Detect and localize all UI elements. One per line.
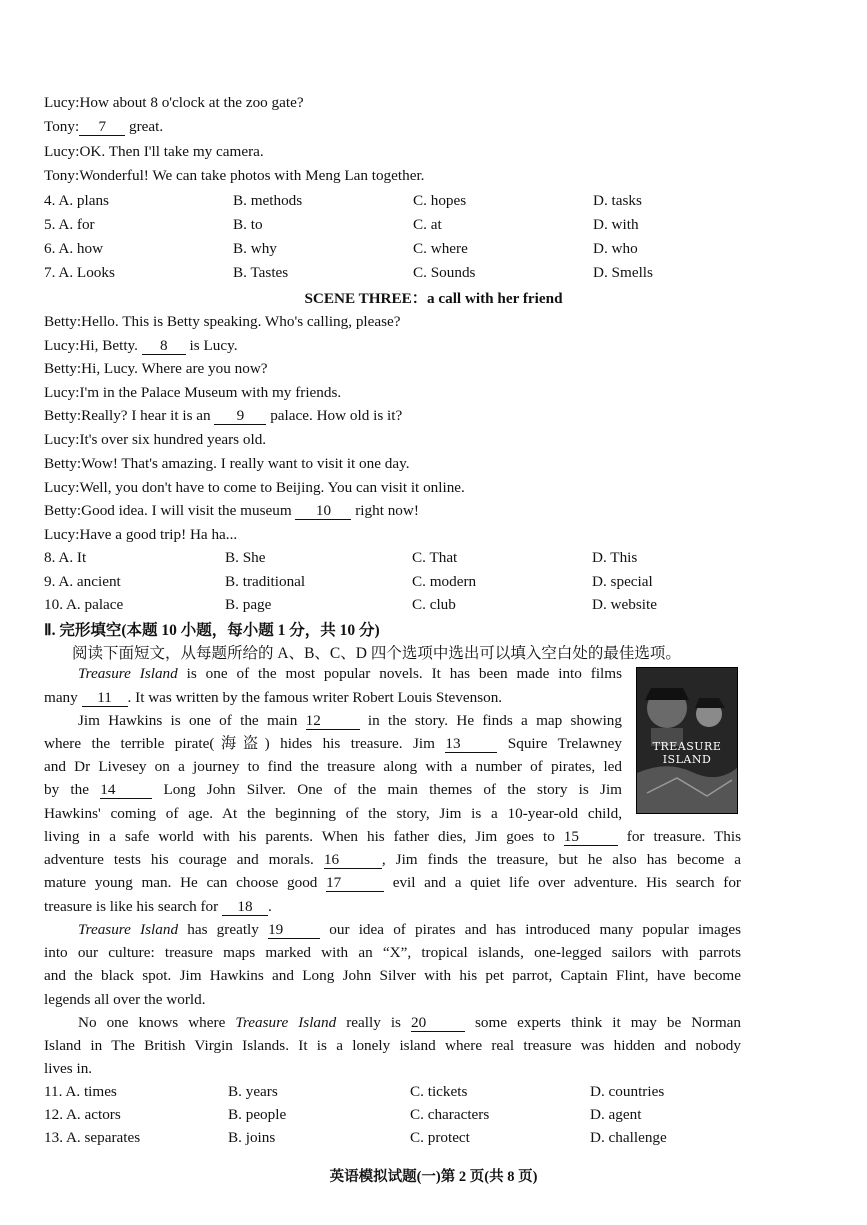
utterance: I'm in the Palace Museum with my friends. [79, 384, 342, 401]
passage-text: some experts think it may be Norman [465, 1014, 741, 1031]
utterance: Hello. This is Betty speaking. Who's calling, please? [81, 313, 401, 330]
option: 8. A. It [44, 549, 87, 566]
dialogue-line: Tony: 7 great. [44, 118, 164, 135]
option: C. protect [410, 1129, 470, 1146]
option: 5. A. for [44, 216, 95, 233]
passage-line [44, 688, 502, 708]
dialogue-line: Lucy:Hi, Betty. 8 is Lucy. [44, 337, 238, 354]
option: B. traditional [225, 573, 306, 590]
utterance: Hi, Lucy. Where are you now? [81, 360, 268, 377]
book-cover-title: TREASURE ISLAND [652, 740, 722, 766]
option: B. methods [233, 192, 303, 209]
passage-text: treasure is like his search for [44, 898, 222, 915]
passage-line [44, 780, 622, 800]
utterance: is Lucy. [185, 337, 238, 354]
passage-text: our idea of pirates and has introduced many popular images [320, 921, 741, 938]
utterance: Wow! That's amazing. I really want to visit it one day. [81, 455, 410, 472]
passage-text: where the terrible pirate(海盗) hides his treasure. Jim [44, 735, 446, 752]
speaker: Lucy [44, 337, 76, 354]
option: B. joins [228, 1129, 276, 1146]
speaker: Betty [44, 360, 77, 377]
speaker: Tony [44, 167, 75, 184]
speaker: Betty [44, 502, 77, 519]
option: C. characters [410, 1106, 490, 1123]
option: 4. A. plans [44, 192, 109, 209]
option: 6. A. how [44, 240, 104, 257]
option: 10. A. palace [44, 596, 124, 613]
passage-line [44, 1013, 741, 1033]
speaker: Lucy [44, 526, 76, 543]
option: D. with [593, 216, 639, 233]
passage-line: into our culture: treasure maps marked with an “X”, tropical islands, one-legged sailors with parrots [44, 944, 741, 961]
option: B. people [228, 1106, 287, 1123]
option: C. tickets [410, 1083, 468, 1100]
utterance: Good idea. I will visit the museum [81, 502, 296, 519]
passage-line [44, 827, 741, 847]
passage-text: evil and a quiet life over adventure. His search for [384, 874, 741, 891]
option: D. challenge [590, 1129, 667, 1146]
utterance: Really? I hear it is an [81, 407, 215, 424]
book-title: Treasure Island [235, 1014, 337, 1031]
section-title: Ⅱ. 完形填空(本题 10 小题，每小题 1 分，共 10 分) [44, 622, 380, 639]
dialogue-line: Lucy:It's over six hundred years old. [44, 431, 267, 448]
passage-text: for treasure. This [617, 828, 742, 845]
blank-8: 8 [142, 338, 186, 355]
speaker: Lucy [44, 431, 76, 448]
passage-line [44, 897, 272, 917]
passage-text: No one knows where [78, 1014, 236, 1031]
passage-text: many [44, 689, 82, 706]
passage-line [44, 711, 622, 731]
speaker: Lucy [44, 94, 76, 111]
passage-text: is one of the most popular novels. It has been made into films [177, 665, 622, 682]
blank-19: 19 [268, 922, 320, 939]
page-footer: 英语模拟试题(一)第 2 页(共 8 页) [329, 1169, 538, 1185]
speaker: Lucy [44, 143, 76, 160]
option: D. This [592, 549, 638, 566]
option: 13. A. separates [44, 1129, 141, 1146]
utterance: great. [125, 118, 164, 135]
passage-text: adventure tests his courage and morals. [44, 851, 324, 868]
utterance: palace. How old is it? [266, 407, 403, 424]
option: C. club [412, 596, 456, 613]
utterance: Have a good trip! Ha ha... [79, 526, 238, 543]
blank-16: 16 [324, 852, 382, 869]
dialogue-line: Lucy:Have a good trip! Ha ha... [44, 526, 238, 543]
blank-18: 18 [222, 899, 268, 916]
speaker: Betty [44, 313, 77, 330]
utterance: Hi, Betty. [79, 337, 142, 354]
utterance: right now! [351, 502, 419, 519]
blank-17: 17 [326, 875, 384, 892]
utterance: Well, you don't have to come to Beijing. You can visit it online. [79, 479, 465, 496]
option: 7. A. Looks [44, 264, 115, 281]
passage-text: in the story. He finds a map showing [359, 712, 622, 729]
book-cover-image [636, 667, 738, 814]
passage-line [44, 664, 622, 684]
option: C. Sounds [413, 264, 476, 281]
passage-text: . It was written by the famous writer Robert Louis Stevenson. [127, 689, 503, 706]
passage-text: has greatly [178, 921, 269, 938]
speaker: Betty [44, 455, 77, 472]
passage-text: Long John Silver. One of the main themes of the story is Jim [152, 781, 622, 798]
option: B. Tastes [233, 264, 289, 281]
option: D. Smells [593, 264, 653, 281]
passage-text: really is [336, 1014, 411, 1031]
passage-line: legends all over the world. [44, 991, 206, 1008]
option: C. where [413, 240, 468, 257]
passage-text: by the [44, 781, 101, 798]
option: B. page [225, 596, 272, 613]
passage-text: living in a safe world with his parents. When his father dies, Jim goes to [44, 828, 564, 845]
speaker: Betty [44, 407, 77, 424]
dialogue-line: Betty:Good idea. I will visit the museum 10 right now! [44, 502, 419, 519]
option: B. years [228, 1083, 278, 1100]
speaker: Tony [44, 118, 75, 135]
dialogue-line: Betty:Really? I hear it is an 9 palace. How old is it? [44, 407, 403, 424]
passage-line [44, 734, 622, 754]
option: C. That [412, 549, 458, 566]
passage-line: Island in The British Virgin Islands. It is a lonely island where real treasure was hidden and nobody [44, 1037, 741, 1054]
option: 11. A. times [44, 1083, 117, 1100]
utterance: Wonderful! We can take photos with Meng Lan together. [79, 167, 425, 184]
book-title: Treasure Island [78, 921, 179, 938]
blank-7: 7 [79, 119, 125, 136]
dialogue-line: Tony:Wonderful! We can take photos with Meng Lan together. [44, 167, 425, 184]
option: C. hopes [413, 192, 467, 209]
blank-13: 13 [445, 736, 497, 753]
passage-line: and the black spot. Jim Hawkins and Long John Silver with his pet parrot, Captain Flint, have become [44, 967, 741, 984]
option: 12. A. actors [44, 1106, 121, 1123]
dialogue-line: Betty:Wow! That's amazing. I really want to visit it one day. [44, 455, 410, 472]
blank-15: 15 [564, 829, 618, 846]
passage-text: mature young man. He can choose good [44, 874, 327, 891]
option: B. why [233, 240, 277, 257]
passage-line: Hawkins' coming of age. At the beginning of the story, Jim is a 10-year-old child, [44, 805, 622, 822]
passage-line [44, 920, 741, 940]
dialogue-line: Lucy:How about 8 o'clock at the zoo gate? [44, 94, 304, 111]
passage-text: Squire Trelawney [497, 735, 622, 752]
option: B. to [233, 216, 263, 233]
speaker: Lucy [44, 479, 76, 496]
option: D. special [592, 573, 653, 590]
utterance: OK. Then I'll take my camera. [79, 143, 264, 160]
book-title: Treasure Island [78, 665, 178, 682]
dialogue-line: Betty:Hello. This is Betty speaking. Who's calling, please? [44, 313, 401, 330]
dialogue-line: Lucy:OK. Then I'll take my camera. [44, 143, 264, 160]
speaker: Lucy [44, 384, 76, 401]
option: D. tasks [593, 192, 642, 209]
blank-14: 14 [100, 782, 152, 799]
option: D. website [592, 596, 657, 613]
passage-line: and Dr Livesey on a journey to find the treasure along with a number of pirates, led [44, 758, 622, 775]
option: 9. A. ancient [44, 573, 121, 590]
option: B. She [225, 549, 266, 566]
utterance: It's over six hundred years old. [79, 431, 267, 448]
blank-12: 12 [306, 713, 360, 730]
blank-11: 11 [82, 690, 128, 707]
option: D. agent [590, 1106, 642, 1123]
utterance: How about 8 o'clock at the zoo gate? [79, 94, 304, 111]
dialogue-line: Lucy:I'm in the Palace Museum with my friends. [44, 384, 342, 401]
option: D. countries [590, 1083, 665, 1100]
passage-line [44, 850, 741, 870]
passage-line: lives in. [44, 1060, 93, 1077]
blank-9: 9 [214, 408, 266, 425]
blank-10: 10 [295, 503, 351, 520]
scene-title: SCENE THREE：a call with her friend [304, 290, 563, 307]
passage-text: Jim Hawkins is one of the main [78, 712, 306, 729]
option: D. who [593, 240, 638, 257]
passage-text: , Jim finds the treasure, but he also has become a [381, 851, 741, 868]
passage-text: . [267, 898, 272, 915]
section-instruction: 阅读下面短文，从每题所给的 A、B、C、D 四个选项中选出可以填入空白处的最佳选项。 [72, 645, 681, 662]
dialogue-line: Betty:Hi, Lucy. Where are you now? [44, 360, 268, 377]
option: C. modern [412, 573, 477, 590]
passage-line [44, 873, 741, 893]
blank-20: 20 [411, 1015, 465, 1032]
dialogue-line: Lucy:Well, you don't have to come to Beijing. You can visit it online. [44, 479, 465, 496]
option: C. at [413, 216, 442, 233]
